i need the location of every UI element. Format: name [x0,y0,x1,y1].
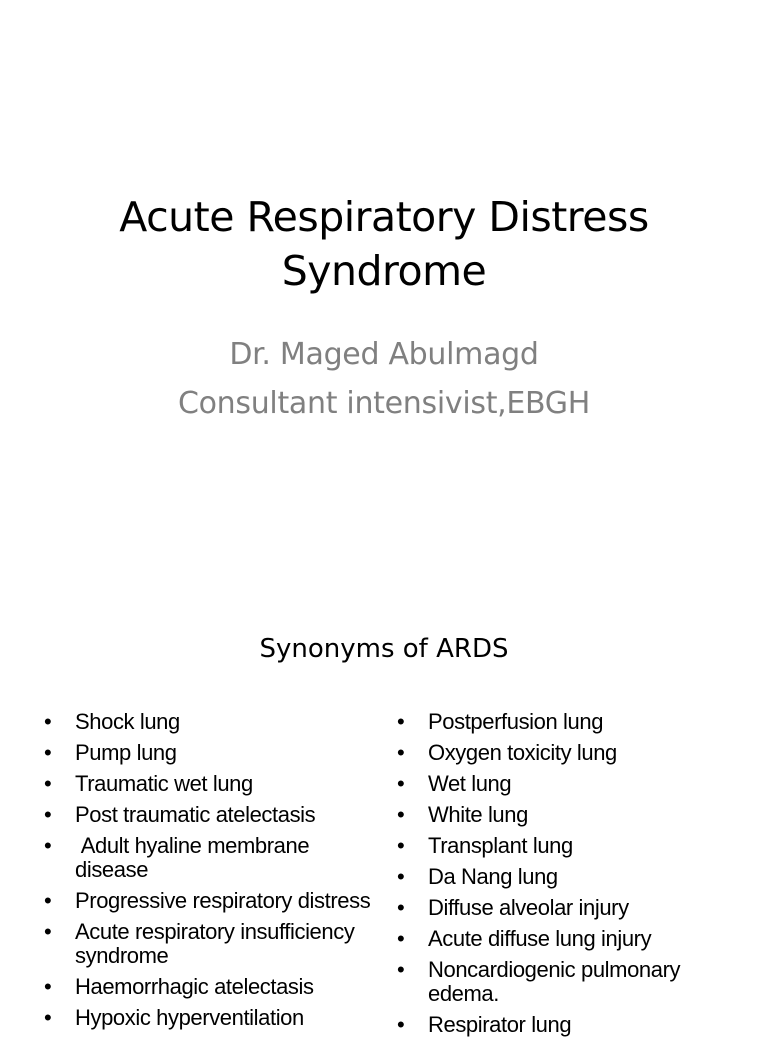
list-item-text: Postperfusion lung [428,709,604,734]
list-item [44,803,380,827]
bullet-icon: • [44,709,52,734]
list-item [44,834,380,882]
list-item [44,1006,380,1030]
list-item [397,927,697,951]
list-item-text: Da Nang lung [428,864,558,889]
bullet-icon: • [44,833,52,858]
author-name: Dr. Maged Abulmagd [229,337,539,372]
bullet-icon: • [397,802,405,827]
bullet-icon: • [397,1012,405,1037]
bullet-icon: • [44,802,52,827]
list-item [397,958,697,1006]
slide-title [0,190,768,298]
list-item-text: Pump lung [75,740,177,765]
bullet-icon: • [44,974,52,999]
list-item [397,834,697,858]
list-item [44,741,380,765]
list-item-text: Acute respiratory insufficiency syndrome [75,919,355,968]
list-item-text: Progressive respiratory distress [75,888,371,913]
bullet-icon: • [44,919,52,944]
bullet-icon: • [397,926,405,951]
list-item-text: Transplant lung [428,833,573,858]
bullet-icon: • [44,888,52,913]
bullet-icon: • [44,771,52,796]
bullet-icon: • [44,740,52,765]
synonyms-list-right [397,710,697,1044]
list-item [397,803,697,827]
list-item-text: Wet lung [428,771,512,796]
list-item [44,772,380,796]
bullet-icon: • [397,833,405,858]
list-item-text: Noncardiogenic pulmonary edema. [428,957,681,1006]
slide-title-line-1: Acute Respiratory Distress [119,193,649,241]
list-item [397,710,697,734]
list-item-text: Respirator lung [428,1012,572,1037]
list-item [44,975,380,999]
list-item-text: Diffuse alveolar injury [428,895,629,920]
bullet-icon: • [44,1005,52,1030]
list-item-text: Haemorrhagic atelectasis [75,974,314,999]
bullet-icon: • [397,771,405,796]
list-item-text: Hypoxic hyperventilation [75,1005,304,1030]
list-item-text: Acute diffuse lung injury [428,926,652,951]
bullet-icon: • [397,740,405,765]
list-item [397,896,697,920]
synonyms-list-left [44,710,380,1037]
list-item [397,865,697,889]
bullet-icon: • [397,864,405,889]
list-item [44,710,380,734]
list-item-text: Post traumatic atelectasis [75,802,316,827]
list-item [44,889,380,913]
bullet-icon: • [397,709,405,734]
list-item [397,1013,697,1037]
list-item [44,920,380,968]
bullet-icon: • [397,957,405,982]
list-item-text: Adult hyaline membrane disease [75,833,315,882]
list-item [397,772,697,796]
list-item-text: White lung [428,802,528,827]
list-item-text: Shock lung [75,709,180,734]
bullet-icon: • [397,895,405,920]
list-item [397,741,697,765]
author-affiliation: Consultant intensivist,EBGH [177,386,591,421]
list-item-text: Traumatic wet lung [75,771,253,796]
slide-title-line-2: Syndrome [281,247,487,295]
slide-title: Synonyms of ARDS [259,634,509,664]
synonyms-slide [0,576,768,1037]
list-item-text: Oxygen toxicity lung [428,740,617,765]
